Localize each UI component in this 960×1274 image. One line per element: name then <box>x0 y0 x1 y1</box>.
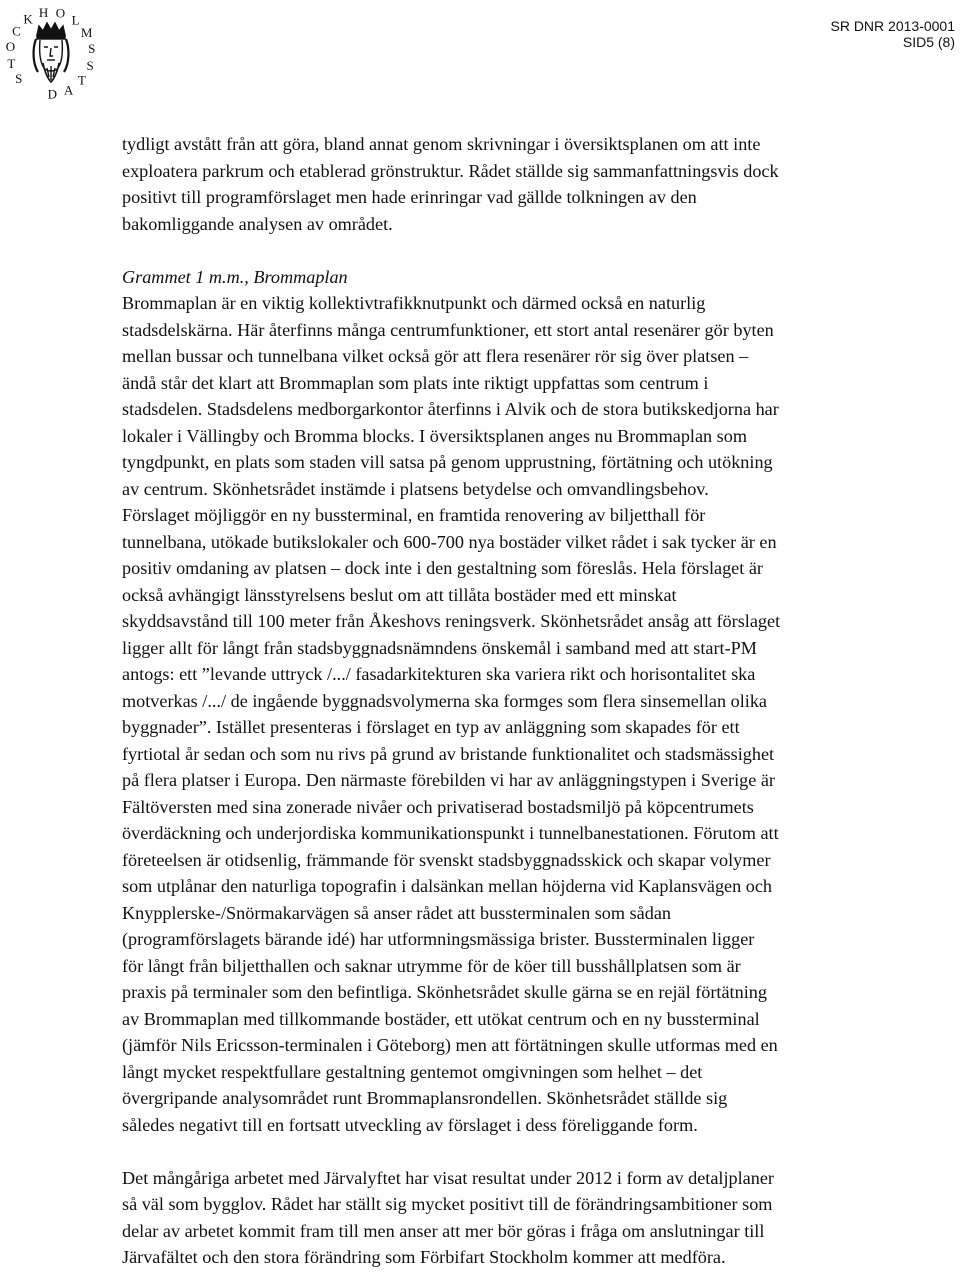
logo-letter: C <box>12 23 21 39</box>
text-line: praxis på terminaler som den befintliga. Skönhetsrådet skulle gärna se en rejäl förtätning <box>122 982 767 1002</box>
text-line: delar av arbetet kommit fram till men anser att mer bör göras i fråga om anslutningar till <box>122 1220 765 1241</box>
logo-letter: A <box>63 82 74 98</box>
stockholms-stad-logo <box>0 2 102 104</box>
text-line: mellan bussar och tunnelbana vilket också gör att flera resenärer rör sig över platsen – <box>122 346 749 366</box>
logo-letter: T <box>7 55 16 71</box>
text-line: bakomliggande analysen av området. <box>122 213 393 234</box>
saint-erik-head-icon <box>34 23 69 82</box>
paragraph-jarvalyftet <box>122 1165 892 1271</box>
text-line: övergripande analysområdet runt Brommaplansrondellen. Skönhetsrådet ställde sig <box>122 1088 728 1108</box>
section-heading: Grammet 1 m.m., Brommaplan <box>122 266 348 287</box>
text-line: långt mycket respektfullare gestaltning gentemot omgivningen som helhet – det <box>122 1061 703 1082</box>
page-indicator: SID5 (8) <box>902 34 955 50</box>
logo-letter: S <box>86 57 94 73</box>
logo-letter: K <box>23 11 33 27</box>
text-line: exploatera parkrum och etablerad grönstruktur. Rådet ställde sig sammanfattningsvis dock <box>122 160 779 181</box>
logo-letter: O <box>55 5 66 21</box>
text-line: skyddsavstånd till 100 meter från Åkeshovs reningsverk. Skönhetsrådet ansåg att förslaget <box>122 611 781 631</box>
logo-letter: H <box>38 5 49 21</box>
text-line: byggnader”. Istället presenteras i förslaget en typ av anläggning som skapades för ett <box>122 717 740 737</box>
text-line: (jämför Nils Ericsson-terminalen i Göteborg) men att förtätningen skulle utformas med en <box>122 1035 778 1055</box>
paragraph-gap <box>122 1138 892 1165</box>
text-line: företeelsen är otidsenlig, främmande för svenskt stadsbyggnadsskick och skapar volymer <box>122 849 771 870</box>
text-line: också avhängigt länsstyrelsens beslut om att tillåta bostäder med ett minskat <box>122 584 677 605</box>
text-line: som utplånar den naturliga topografin i dalsänkan mellan höjderna vid Kaplansvägen och <box>122 876 773 896</box>
text-line: motverkas /.../ de ingående byggnadsvolymerna ska formges som flera sinsemellan olika <box>122 690 767 711</box>
text-line: positivt till programförslaget men hade erinringar vad gällde tolkningen av den <box>122 187 697 207</box>
text-line: av centrum. Skönhetsrådet instämde i platsens betydelse och omvandlingsbehov. <box>122 478 709 499</box>
text-line: Knypplerske-/Snörmakarvägen så anser rådet att bussterminalen som sådan <box>122 902 671 923</box>
logo-letter: T <box>77 72 86 88</box>
document-reference <box>830 18 955 50</box>
text-line: ändå står det klart att Brommaplan som plats inte riktigt uppfattas som centrum i <box>122 372 709 393</box>
text-line: tunnelbana, utökade butikslokaler och 600-700 nya bostäder vilket rådet i sak tycker är en <box>122 531 777 552</box>
logo-letter: D <box>47 86 57 102</box>
paragraph-gap <box>122 237 892 264</box>
text-line: fyrtiotal år sedan och som nu rivs på grund av bristande funktionalitet och stadsmässighet <box>122 743 775 764</box>
logo-letter: S <box>15 70 23 86</box>
logo-letter: M <box>80 25 93 41</box>
text-line: stadsdelen. Stadsdelens medborgarkontor återfinns i Alvik och de stora butikskedjorna har <box>122 399 779 419</box>
text-line: ligger allt för långt från stadsbyggnadsnämndens önskemål i samband med att start-PM <box>122 637 757 658</box>
text-line: lokaler i Vällingby och Bromma blocks. I översiktsplanen anges nu Brommaplan som <box>122 425 747 446</box>
text-line: Förslaget möjliggör en ny bussterminal, en framtida renovering av biljetthall för <box>122 505 706 525</box>
document-body <box>122 131 892 1271</box>
text-line: (programförslagets bärande idé) har utformningsmässiga brister. Bussterminalen ligger <box>122 929 755 949</box>
text-line: tyngdpunkt, en plats som staden vill satsa på genom upprustning, förtätning och utökning <box>122 452 773 472</box>
logo-letter: S <box>88 41 96 57</box>
text-line: Brommaplan är en viktig kollektivtrafikknutpunkt och därmed också en naturlig <box>122 293 706 313</box>
text-line: överdäckning och underjordiska kommunikationspunkt i tunnelbanestationen. Förutom att <box>122 823 779 843</box>
paragraph-intro <box>122 131 892 237</box>
text-line: Järvafältet och den stora förändring som Förbifart Stockholm kommer att medföra. <box>122 1247 726 1267</box>
text-line: stadsdelskärna. Här återfinns många centrumfunktioner, ett stort antal resenärer gör byten <box>122 319 774 340</box>
case-number: SR DNR 2013-0001 <box>830 18 955 34</box>
text-line: positiv omdaning av platsen – dock inte i den gestaltning som föreslås. Hela förslaget är <box>122 558 763 578</box>
text-line: så väl som bygglov. Rådet har ställt sig mycket positivt till de förändringsambitioner som <box>122 1194 773 1214</box>
text-line: tydligt avstått från att göra, bland annat genom skrivningar i översiktsplanen om att inte <box>122 134 761 154</box>
text-line: Det mångåriga arbetet med Järvalyftet har visat resultat under 2012 i form av detaljplaner <box>122 1167 774 1188</box>
text-line: Fältöversten med sina zonerade nivåer och privatiserad bostadsmiljö på köpcentrumets <box>122 796 754 817</box>
paragraph-brommaplan <box>122 290 892 1138</box>
text-line: således negativt till en fortsatt utveckling av förslaget i dess föreliggande form. <box>122 1114 698 1135</box>
logo-letter: L <box>71 12 80 28</box>
text-line: på flera platser i Europa. Den närmaste förebilden vi har av anläggningstypen i Sverige är <box>122 770 775 790</box>
text-line: antogs: ett ”levande uttryck /.../ fasadarkitekturen ska variera rikt och horisontalitet ska <box>122 664 756 684</box>
logo-letter: O <box>5 39 16 55</box>
text-line: av Brommaplan med tillkommande bostäder, ett utökat centrum och en ny bussterminal <box>122 1008 760 1029</box>
text-line: för långt från biljetthallen och saknar utrymme för de köer till busshållplatsen som är <box>122 955 741 976</box>
